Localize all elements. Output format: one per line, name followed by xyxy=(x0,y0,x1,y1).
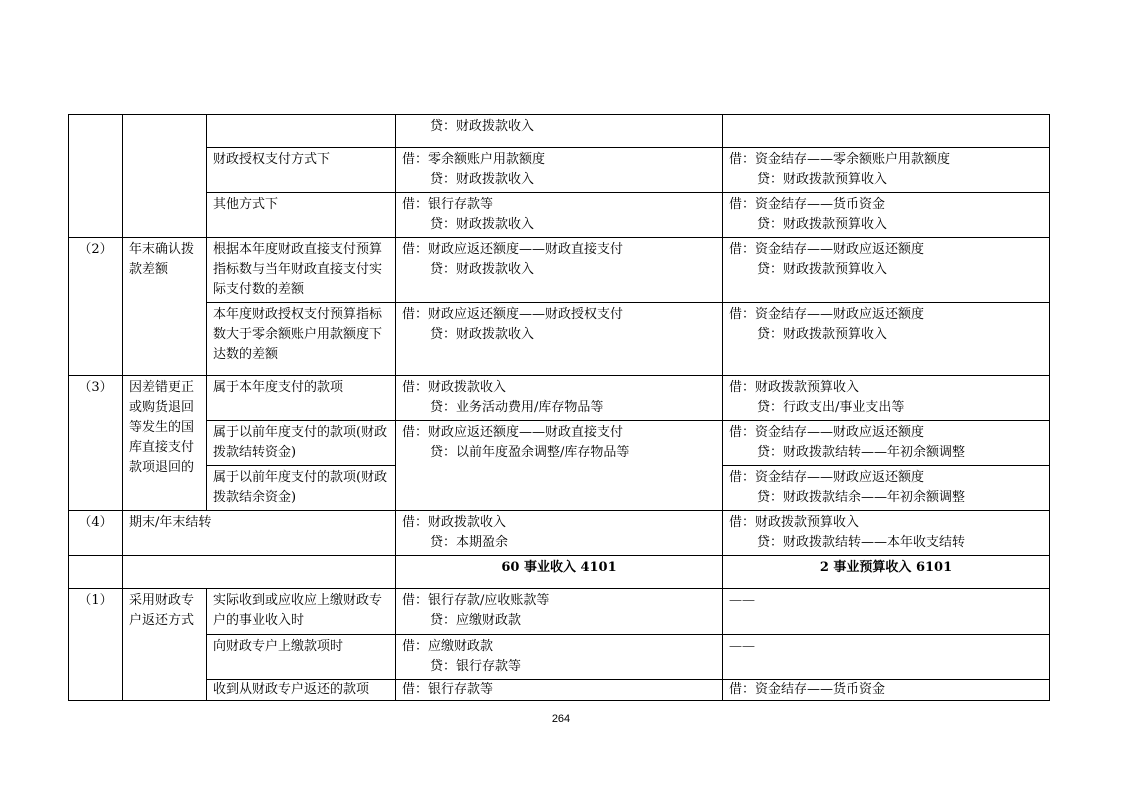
debit-line: 借：资金结存——财政应返还额度 xyxy=(729,307,925,322)
section-title-cell: 因差错更正或购货退回等发生的国库直接支付款项退回的 xyxy=(123,376,207,511)
credit-line: 贷：财政拨款结余——年初余额调整 xyxy=(757,490,966,505)
accounting-table xyxy=(68,114,1050,701)
debit-line: 借：财政拨款预算收入 xyxy=(729,380,860,395)
budget-entry-cell xyxy=(723,589,1050,635)
section-number-cell: （4） xyxy=(69,511,123,556)
table-row xyxy=(69,376,1050,421)
table-row xyxy=(69,511,1050,556)
no-entry-dash: —— xyxy=(729,593,755,608)
financial-entry-cell xyxy=(396,421,723,511)
debit-line: 借：财政拨款收入 xyxy=(402,515,507,530)
credit-line: 贷：财政拨款预算收入 xyxy=(757,217,888,232)
section-title-cell: 采用财政专户返还方式 xyxy=(123,589,207,701)
credit-line: 贷：财政拨款收入 xyxy=(430,262,535,277)
budget-entry-cell xyxy=(723,115,1050,148)
credit-line: 贷：银行存款等 xyxy=(430,659,522,674)
credit-line: 贷：财政拨款收入 xyxy=(430,327,535,342)
debit-line: 借：资金结存——货币资金 xyxy=(729,682,886,697)
table-row xyxy=(69,238,1050,303)
scenario-cell: 属于以前年度支付的款项(财政拨款结转资金) xyxy=(207,421,396,466)
table-row xyxy=(69,589,1050,635)
scenario-cell: 根据本年度财政直接支付预算指标数与当年财政直接支付实际支付数的差额 xyxy=(207,238,396,303)
empty-cell xyxy=(69,556,123,589)
financial-account-header: 60 事业收入 4101 xyxy=(396,556,723,589)
budget-entry-cell xyxy=(723,303,1050,376)
scenario-cell: 实际收到或应收应上缴财政专户的事业收入时 xyxy=(207,589,396,635)
financial-entry-cell xyxy=(396,303,723,376)
financial-entry-cell xyxy=(396,238,723,303)
scenario-cell xyxy=(207,115,396,148)
scenario-cell: 其他方式下 xyxy=(207,193,396,238)
debit-line: 借：财政应返还额度——财政直接支付 xyxy=(402,242,624,257)
table-row xyxy=(69,635,1050,680)
no-entry-dash: —— xyxy=(729,639,755,654)
credit-line: 贷：本期盈余 xyxy=(430,535,509,550)
debit-line: 借：银行存款等 xyxy=(402,197,494,212)
debit-line: 借：银行存款/应收账款等 xyxy=(402,593,550,608)
debit-line: 借：银行存款等 xyxy=(402,682,494,697)
financial-entry-cell xyxy=(396,680,723,701)
budget-entry-cell xyxy=(723,421,1050,466)
section-number-cell: （3） xyxy=(69,376,123,511)
credit-line: 贷：财政拨款收入 xyxy=(430,119,535,134)
credit-line: 贷：财政拨款结转——年初余额调整 xyxy=(757,445,966,460)
scenario-cell: 本年度财政授权支付预算指标数大于零余额账户用款额度下达数的差额 xyxy=(207,303,396,376)
financial-entry-cell xyxy=(396,589,723,635)
credit-line: 贷：以前年度盈余调整/库存物品等 xyxy=(430,445,630,460)
credit-line: 贷：行政支出/事业支出等 xyxy=(757,400,905,415)
financial-entry-cell xyxy=(396,115,723,148)
credit-line: 贷：财政拨款收入 xyxy=(430,172,535,187)
scenario-cell: 向财政专户上缴款项时 xyxy=(207,635,396,680)
debit-line: 借：资金结存——财政应返还额度 xyxy=(729,242,925,257)
table-row xyxy=(69,115,1050,148)
page-number: 264 xyxy=(551,713,571,725)
financial-entry-cell xyxy=(396,193,723,238)
section-number-cell: （1） xyxy=(69,589,123,701)
section-number-cell xyxy=(69,115,123,238)
credit-line: 贷：财政拨款结转——本年收支结转 xyxy=(757,535,966,550)
budget-account-header: 2 事业预算收入 6101 xyxy=(723,556,1050,589)
debit-line: 借：资金结存——财政应返还额度 xyxy=(729,425,925,440)
scenario-cell: 属于本年度支付的款项 xyxy=(207,376,396,421)
budget-entry-cell xyxy=(723,680,1050,701)
scenario-cell: 属于以前年度支付的款项(财政拨款结余资金) xyxy=(207,466,396,511)
table-row xyxy=(69,303,1050,376)
table-row xyxy=(69,148,1050,193)
credit-line: 贷：财政拨款收入 xyxy=(430,217,535,232)
empty-cell xyxy=(123,556,396,589)
financial-entry-cell xyxy=(396,511,723,556)
scenario-cell: 财政授权支付方式下 xyxy=(207,148,396,193)
budget-entry-cell xyxy=(723,635,1050,680)
scenario-cell: 收到从财政专户返还的款项 xyxy=(207,680,396,701)
budget-entry-cell xyxy=(723,511,1050,556)
financial-entry-cell xyxy=(396,376,723,421)
financial-entry-cell xyxy=(396,148,723,193)
debit-line: 借：应缴财政款 xyxy=(402,639,494,654)
debit-line: 借：零余额账户用款额度 xyxy=(402,152,546,167)
budget-entry-cell xyxy=(723,376,1050,421)
financial-entry-cell xyxy=(396,635,723,680)
debit-line: 借：财政应返还额度——财政直接支付 xyxy=(402,425,624,440)
budget-entry-cell xyxy=(723,466,1050,511)
table-row xyxy=(69,680,1050,701)
credit-line: 贷：应缴财政款 xyxy=(430,613,522,628)
debit-line: 借：财政拨款收入 xyxy=(402,380,507,395)
section-title-cell: 年末确认拨款差额 xyxy=(123,238,207,376)
budget-entry-cell xyxy=(723,238,1050,303)
credit-line: 贷：财政拨款预算收入 xyxy=(757,172,888,187)
table-row xyxy=(69,193,1050,238)
credit-line: 贷：财政拨款预算收入 xyxy=(757,327,888,342)
credit-line: 贷：财政拨款预算收入 xyxy=(757,262,888,277)
budget-entry-cell xyxy=(723,148,1050,193)
debit-line: 借：财政应返还额度——财政授权支付 xyxy=(402,307,624,322)
section-title-cell: 期末/年末结转 xyxy=(123,511,396,556)
debit-line: 借：财政拨款预算收入 xyxy=(729,515,860,530)
debit-line: 借：资金结存——财政应返还额度 xyxy=(729,470,925,485)
credit-line: 贷：业务活动费用/库存物品等 xyxy=(430,400,604,415)
section-number-cell: （2） xyxy=(69,238,123,376)
debit-line: 借：资金结存——货币资金 xyxy=(729,197,886,212)
table-header-row xyxy=(69,556,1050,589)
debit-line: 借：资金结存——零余额账户用款额度 xyxy=(729,152,951,167)
budget-entry-cell xyxy=(723,193,1050,238)
section-title-cell xyxy=(123,115,207,238)
table-row xyxy=(69,421,1050,466)
